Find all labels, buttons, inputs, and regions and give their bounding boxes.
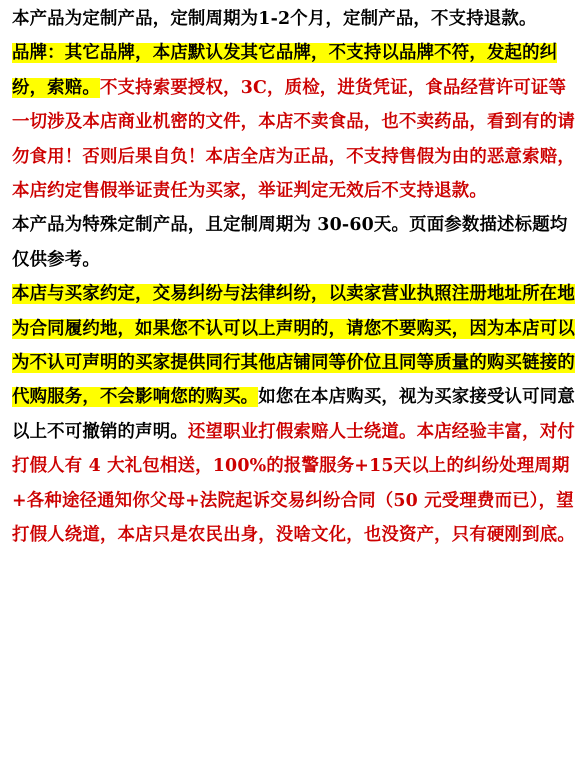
custom-product-text: 本产品为定制产品，定制周期为1-2个月，定制产品，不支持退款。 [12, 9, 537, 29]
dispute-agreement-highlighted-text: 本店与买家约定，交易纠纷与法律纠纷，以卖家营业执照注册地址所在地为合同履约地，如果您不认可以上声明的，请您不要购买，因为本店可以为不认可声明的买家提供同行其他店铺同等价位且同等质量的购买链接的代购服务，不会影响您的购买。 [12, 284, 575, 408]
paragraph-brand-policy [12, 36, 577, 208]
paragraph-custom-product-policy [12, 2, 577, 36]
paragraph-special-custom-notice [12, 208, 577, 277]
authorization-disclaimer-text: 不支持索要授权，3C，质检，进货凭证，食品经营许可证等一切涉及本店商业机密的文件，本店不卖食品，也不卖药品，看到有的请勿食用！否则后果自负！本店全店为正品，不支持售假为由的恶意索赔，本店约定售假举证责任为买家，举证判定无效后不支持退款。 [12, 77, 575, 202]
brand-policy-highlighted-text: 品牌：其它品牌，本店默认发其它品牌，不支持以品牌不符，发起的纠纷，索赔。 [12, 43, 558, 98]
paragraph-dispute-agreement [12, 277, 577, 552]
special-custom-text: 本产品为特殊定制产品，且定制周期为 30-60天。页面参数描述标题均仅供参考。 [12, 215, 568, 270]
anti-claimant-warning-text: 还望职业打假索赔人士绕道。本店经验丰富，对付打假人有 4 大礼包相送，100%的报警服务+15天以上的纠纷处理周期+各种途径通知你父母+法院起诉交易纠纷合同（50 元受理费而已），望打假人绕道，本店只是农民出身，没啥文化，也没资产，只有硬刚到底。 [12, 421, 575, 546]
purchase-acceptance-text: 如您在本店购买，视为买家接受认可同意以上不可撤销的声明。 [12, 387, 575, 442]
